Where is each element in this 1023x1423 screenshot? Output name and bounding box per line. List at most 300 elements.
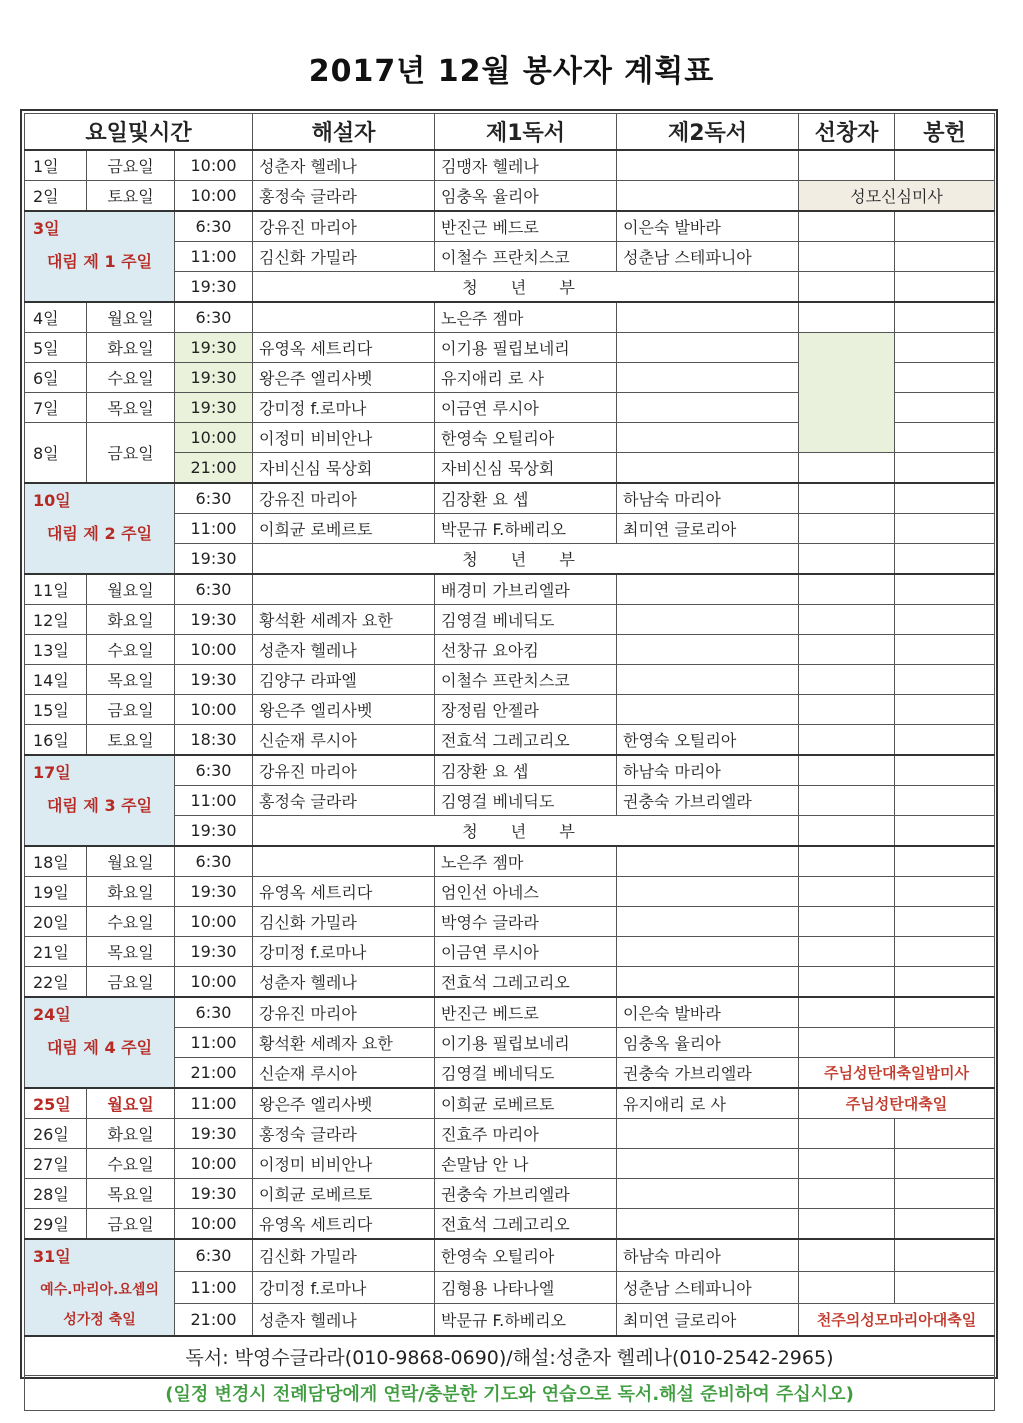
footer-notice-row <box>25 1376 995 1411</box>
christmas-day-note: 주님성탄대축일 <box>799 1088 995 1119</box>
cantor-cell <box>799 907 895 937</box>
table-row <box>25 483 995 514</box>
reading2-cell <box>617 363 799 393</box>
offertory-cell <box>895 544 995 575</box>
reading2-cell: 성춘남 스테파니아 <box>617 242 799 272</box>
sunday-date: 24일 <box>33 1005 71 1024</box>
reading1-cell: 이기용 필립보네리 <box>435 333 617 363</box>
table-row <box>25 1149 995 1179</box>
reading2-cell <box>617 846 799 877</box>
cantor-cell <box>799 1028 895 1058</box>
sunday-label <box>25 997 175 1088</box>
offertory-cell <box>895 967 995 998</box>
commentator-cell: 강유진 마리아 <box>253 211 435 242</box>
time-cell: 19:30 <box>175 333 253 363</box>
time-cell: 10:00 <box>175 635 253 665</box>
time-cell: 6:30 <box>175 302 253 333</box>
commentator-cell: 유영옥 세트리다 <box>253 1209 435 1240</box>
page-title: 2017년 12월 봉사자 계획표 <box>308 54 715 89</box>
reading2-cell <box>617 665 799 695</box>
table-row <box>25 997 995 1028</box>
cantor-cell <box>799 1119 895 1149</box>
reading1-cell: 반진근 베드로 <box>435 997 617 1028</box>
reading2-cell: 하남숙 마리아 <box>617 1239 799 1272</box>
reading2-cell <box>617 937 799 967</box>
time-cell: 6:30 <box>175 574 253 605</box>
reading2-cell <box>617 423 799 453</box>
table-row <box>25 574 995 605</box>
weekday-cell: 토요일 <box>87 181 175 212</box>
weekday-cell: 목요일 <box>87 393 175 423</box>
table-row <box>25 1179 995 1209</box>
reading1-cell: 전효석 그레고리오 <box>435 725 617 756</box>
table-row <box>25 1209 995 1240</box>
cantor-cell <box>799 1149 895 1179</box>
offertory-cell <box>895 605 995 635</box>
sunday-date: 31일 <box>33 1247 71 1266</box>
commentator-cell: 김신화 가밀라 <box>253 907 435 937</box>
time-cell: 6:30 <box>175 755 253 786</box>
reading2-cell: 성춘남 스테파니아 <box>617 1272 799 1304</box>
reading1-cell: 이기용 필립보네리 <box>435 1028 617 1058</box>
reading2-cell <box>617 1149 799 1179</box>
cantor-cell <box>799 272 895 303</box>
commentator-cell: 이정미 비비안나 <box>253 423 435 453</box>
reading2-cell <box>617 605 799 635</box>
time-cell: 11:00 <box>175 242 253 272</box>
reading1-cell: 한영숙 오틸리아 <box>435 423 617 453</box>
reading2-cell <box>617 695 799 725</box>
offertory-cell <box>895 333 995 363</box>
date-cell: 29일 <box>25 1209 87 1240</box>
reading2-cell <box>617 1209 799 1240</box>
date-cell: 20일 <box>25 907 87 937</box>
table-row <box>25 333 995 363</box>
cantor-cell <box>799 1179 895 1209</box>
commentator-cell: 강미정 f.로마나 <box>253 393 435 423</box>
reading2-cell: 이은숙 발바라 <box>617 211 799 242</box>
cantor-cell <box>799 574 895 605</box>
header-day-time: 요일및시간 <box>25 114 253 151</box>
weekday-cell: 수요일 <box>87 363 175 393</box>
cantor-cell <box>799 937 895 967</box>
offertory-cell <box>895 272 995 303</box>
date-cell: 8일 <box>25 423 87 484</box>
commentator-cell: 황석환 세례자 요한 <box>253 605 435 635</box>
time-cell: 6:30 <box>175 1239 253 1272</box>
footer-contact-row <box>25 1336 995 1376</box>
weekday-cell: 월요일 <box>87 846 175 877</box>
time-cell: 10:00 <box>175 1209 253 1240</box>
mother-of-god-feast-note: 천주의성모마리아대축일 <box>799 1303 995 1336</box>
time-cell: 11:00 <box>175 1028 253 1058</box>
weekday-cell: 월요일 <box>87 302 175 333</box>
date-cell: 16일 <box>25 725 87 756</box>
table-row <box>25 1239 995 1272</box>
date-cell: 13일 <box>25 635 87 665</box>
date-cell: 25일 <box>25 1088 87 1119</box>
reading1-cell: 김영걸 베네딕도 <box>435 786 617 816</box>
time-cell: 19:30 <box>175 363 253 393</box>
commentator-cell <box>253 846 435 877</box>
table-row <box>25 907 995 937</box>
time-cell: 19:30 <box>175 665 253 695</box>
weekday-cell: 수요일 <box>87 907 175 937</box>
commentator-cell: 홍정숙 글라라 <box>253 786 435 816</box>
commentator-cell: 강유진 마리아 <box>253 997 435 1028</box>
cantor-cell <box>799 967 895 998</box>
header-reading-1: 제1독서 <box>435 114 617 151</box>
reading2-cell <box>617 333 799 363</box>
time-cell: 6:30 <box>175 211 253 242</box>
offertory-cell <box>895 514 995 544</box>
offertory-cell <box>895 937 995 967</box>
reading1-cell: 박문규 F.하베리오 <box>435 1303 617 1336</box>
commentator-cell: 홍정숙 글라라 <box>253 181 435 212</box>
cantor-cell <box>799 211 895 242</box>
time-cell: 19:30 <box>175 605 253 635</box>
table-row <box>25 937 995 967</box>
offertory-cell <box>895 665 995 695</box>
reading2-cell <box>617 393 799 423</box>
offertory-cell <box>895 635 995 665</box>
commentator-cell: 성춘자 헬레나 <box>253 967 435 998</box>
reading2-cell: 하남숙 마리아 <box>617 483 799 514</box>
commentator-cell <box>253 302 435 333</box>
header-reading-2: 제2독서 <box>617 114 799 151</box>
time-cell: 21:00 <box>175 453 253 484</box>
offertory-cell <box>895 816 995 847</box>
weekday-cell: 토요일 <box>87 725 175 756</box>
cantor-cell <box>799 755 895 786</box>
table-row <box>25 150 995 181</box>
time-cell: 6:30 <box>175 997 253 1028</box>
reading1-cell: 임충옥 율리아 <box>435 181 617 212</box>
weekday-cell: 화요일 <box>87 605 175 635</box>
reading1-cell: 이희균 로베르토 <box>435 1088 617 1119</box>
commentator-cell: 왕은주 엘리사벳 <box>253 695 435 725</box>
weekday-cell: 목요일 <box>87 665 175 695</box>
time-cell: 19:30 <box>175 877 253 907</box>
date-cell: 2일 <box>25 181 87 212</box>
reading1-cell: 김영걸 베네딕도 <box>435 605 617 635</box>
weekday-cell: 금요일 <box>87 150 175 181</box>
reading2-cell <box>617 302 799 333</box>
commentator-cell: 김신화 가밀라 <box>253 242 435 272</box>
weekday-cell: 화요일 <box>87 333 175 363</box>
header-commentator: 해설자 <box>253 114 435 151</box>
reading1-cell: 노은주 젬마 <box>435 846 617 877</box>
sunday-date: 17일 <box>33 763 71 782</box>
sunday-date: 3일 <box>33 219 60 238</box>
time-cell: 11:00 <box>175 1088 253 1119</box>
time-cell: 19:30 <box>175 1119 253 1149</box>
sunday-title: 예수.마리아.요셉의 <box>40 1282 159 1298</box>
weekday-cell: 화요일 <box>87 1119 175 1149</box>
reading2-cell <box>617 967 799 998</box>
commentator-cell: 이희균 로베르토 <box>253 1179 435 1209</box>
offertory-cell <box>895 725 995 756</box>
date-cell: 21일 <box>25 937 87 967</box>
sunday-title: 대림 제 3 주일 <box>46 796 153 815</box>
commentator-cell: 자비신심 묵상회 <box>253 453 435 484</box>
offertory-cell <box>895 695 995 725</box>
reading1-cell: 이금연 루시아 <box>435 937 617 967</box>
reading1-cell: 반진근 베드로 <box>435 211 617 242</box>
reading1-cell: 권충숙 가브리엘라 <box>435 1179 617 1209</box>
offertory-cell <box>895 242 995 272</box>
reading2-cell: 한영숙 오틸리아 <box>617 725 799 756</box>
date-cell: 11일 <box>25 574 87 605</box>
youth-group-cell: 청 년 부 <box>253 272 799 303</box>
date-cell: 26일 <box>25 1119 87 1149</box>
cantor-cell <box>799 544 895 575</box>
time-cell: 11:00 <box>175 514 253 544</box>
commentator-cell: 강미정 f.로마나 <box>253 937 435 967</box>
cantor-cell <box>799 605 895 635</box>
sunday-title: 대림 제 4 주일 <box>46 1038 153 1057</box>
date-cell: 28일 <box>25 1179 87 1209</box>
reading1-cell: 한영숙 오틸리아 <box>435 1239 617 1272</box>
table-row <box>25 211 995 242</box>
date-cell: 5일 <box>25 333 87 363</box>
reading2-cell <box>617 635 799 665</box>
date-cell: 18일 <box>25 846 87 877</box>
time-cell: 19:30 <box>175 544 253 575</box>
cantor-cell <box>799 453 895 484</box>
commentator-cell: 강미정 f.로마나 <box>253 1272 435 1304</box>
offertory-cell <box>895 211 995 242</box>
reading1-cell: 전효석 그레고리오 <box>435 1209 617 1240</box>
date-cell: 7일 <box>25 393 87 423</box>
weekday-cell: 금요일 <box>87 967 175 998</box>
weekday-cell: 금요일 <box>87 423 175 484</box>
commentator-cell: 신순재 루시아 <box>253 1058 435 1089</box>
time-cell: 19:30 <box>175 272 253 303</box>
youth-group-cell: 청 년 부 <box>253 816 799 847</box>
reading2-cell <box>617 877 799 907</box>
date-cell: 4일 <box>25 302 87 333</box>
commentator-cell: 이정미 비비안나 <box>253 1149 435 1179</box>
time-cell: 10:00 <box>175 181 253 212</box>
sunday-label <box>25 483 175 574</box>
reading1-cell: 김맹자 헬레나 <box>435 150 617 181</box>
offertory-cell <box>895 1149 995 1179</box>
commentator-cell: 성춘자 헬레나 <box>253 150 435 181</box>
table-row <box>25 1088 995 1119</box>
reading2-cell: 임충옥 율리아 <box>617 1028 799 1058</box>
commentator-cell: 유영옥 세트리다 <box>253 333 435 363</box>
commentator-cell: 강유진 마리아 <box>253 755 435 786</box>
time-cell: 21:00 <box>175 1303 253 1336</box>
commentator-cell: 김신화 가밀라 <box>253 1239 435 1272</box>
table-row <box>25 755 995 786</box>
date-cell: 12일 <box>25 605 87 635</box>
sunday-title-2: 성가정 축일 <box>63 1312 136 1328</box>
time-cell: 21:00 <box>175 1058 253 1089</box>
sunday-title: 대림 제 2 주일 <box>46 524 153 543</box>
time-cell: 10:00 <box>175 150 253 181</box>
time-cell: 11:00 <box>175 786 253 816</box>
offertory-cell <box>895 150 995 181</box>
weekday-cell: 금요일 <box>87 695 175 725</box>
time-cell: 19:30 <box>175 393 253 423</box>
reading2-cell <box>617 1179 799 1209</box>
table-row <box>25 181 995 212</box>
volunteer-schedule-table <box>24 113 995 1411</box>
reading2-cell <box>617 907 799 937</box>
weekday-cell: 목요일 <box>87 1179 175 1209</box>
offertory-cell <box>895 302 995 333</box>
time-cell: 10:00 <box>175 967 253 998</box>
cantor-cell <box>799 997 895 1028</box>
reading2-cell: 권충숙 가브리엘라 <box>617 786 799 816</box>
reading1-cell: 김장환 요 셉 <box>435 755 617 786</box>
reading1-cell: 전효석 그레고리오 <box>435 967 617 998</box>
commentator-cell: 강유진 마리아 <box>253 483 435 514</box>
table-row <box>25 846 995 877</box>
reading2-cell: 하남숙 마리아 <box>617 755 799 786</box>
reading1-cell: 배경미 가브리엘라 <box>435 574 617 605</box>
cantor-cell <box>799 695 895 725</box>
commentator-cell: 성춘자 헬레나 <box>253 1303 435 1336</box>
offertory-cell <box>895 755 995 786</box>
reading1-cell: 김형용 나타나엘 <box>435 1272 617 1304</box>
time-cell: 10:00 <box>175 1149 253 1179</box>
cantor-cell <box>799 150 895 181</box>
commentator-cell: 이희균 로베르토 <box>253 514 435 544</box>
cantor-cell <box>799 302 895 333</box>
commentator-cell: 황석환 세례자 요한 <box>253 1028 435 1058</box>
weekday-cell: 화요일 <box>87 877 175 907</box>
offertory-cell <box>895 1272 995 1304</box>
offertory-cell <box>895 877 995 907</box>
time-cell: 19:30 <box>175 937 253 967</box>
commentator-cell: 유영옥 세트리다 <box>253 877 435 907</box>
cantor-cell <box>799 877 895 907</box>
reading1-cell: 선창규 요아킴 <box>435 635 617 665</box>
date-cell: 19일 <box>25 877 87 907</box>
youth-group-cell: 청 년 부 <box>253 544 799 575</box>
reading2-cell <box>617 150 799 181</box>
offertory-cell <box>895 483 995 514</box>
commentator-cell: 김양구 라파엘 <box>253 665 435 695</box>
reading1-cell: 장정림 안젤라 <box>435 695 617 725</box>
time-cell: 11:00 <box>175 1272 253 1304</box>
weekday-cell: 수요일 <box>87 635 175 665</box>
header-row <box>25 114 995 151</box>
reading1-cell: 박문규 F.하베리오 <box>435 514 617 544</box>
commentator-cell: 신순재 루시아 <box>253 725 435 756</box>
cantor-cell <box>799 483 895 514</box>
reading1-cell: 김영걸 베네딕도 <box>435 1058 617 1089</box>
cantor-cell <box>799 635 895 665</box>
commentator-cell: 홍정숙 글라라 <box>253 1119 435 1149</box>
reading1-cell: 손말남 안 나 <box>435 1149 617 1179</box>
table-row <box>25 302 995 333</box>
weekday-cell: 금요일 <box>87 1209 175 1240</box>
table-row <box>25 695 995 725</box>
reading1-cell: 진효주 마리아 <box>435 1119 617 1149</box>
date-cell: 1일 <box>25 150 87 181</box>
reading1-cell: 이철수 프란치스코 <box>435 665 617 695</box>
offertory-cell <box>895 393 995 423</box>
date-cell: 27일 <box>25 1149 87 1179</box>
time-cell: 6:30 <box>175 846 253 877</box>
time-cell: 19:30 <box>175 816 253 847</box>
contact-info: 독서: 박영수글라라(010-9868-0690)/해설:성춘자 헬레나(010-2542-2965) <box>25 1336 995 1376</box>
time-cell: 10:00 <box>175 907 253 937</box>
header-cantor: 선창자 <box>799 114 895 151</box>
offertory-cell <box>895 1209 995 1240</box>
sunday-label <box>25 211 175 302</box>
time-cell: 19:30 <box>175 1179 253 1209</box>
table-row <box>25 877 995 907</box>
time-cell: 6:30 <box>175 483 253 514</box>
offertory-cell <box>895 997 995 1028</box>
sunday-date: 10일 <box>33 491 71 510</box>
reading2-cell: 최미연 글로리아 <box>617 514 799 544</box>
offertory-cell <box>895 423 995 453</box>
cantor-cell <box>799 786 895 816</box>
cantor-cell <box>799 1239 895 1272</box>
offertory-cell <box>895 453 995 484</box>
cantor-cell <box>799 816 895 847</box>
reading2-cell <box>617 1119 799 1149</box>
time-cell: 10:00 <box>175 423 253 453</box>
weekday-cell: 월요일 <box>87 1088 175 1119</box>
time-cell: 18:30 <box>175 725 253 756</box>
reading1-cell: 노은주 젬마 <box>435 302 617 333</box>
date-cell: 22일 <box>25 967 87 998</box>
cantor-cell <box>799 665 895 695</box>
reading1-cell: 엄인선 아네스 <box>435 877 617 907</box>
reading1-cell: 자비신심 묵상회 <box>435 453 617 484</box>
weekday-cell: 목요일 <box>87 937 175 967</box>
offertory-cell <box>895 1239 995 1272</box>
sunday-label <box>25 1239 175 1336</box>
reading2-cell: 최미연 글로리아 <box>617 1303 799 1336</box>
sunday-label <box>25 755 175 846</box>
offertory-cell <box>895 1179 995 1209</box>
date-cell: 15일 <box>25 695 87 725</box>
reading2-cell <box>617 181 799 212</box>
header-offertory: 봉헌 <box>895 114 995 151</box>
date-cell: 6일 <box>25 363 87 393</box>
cantor-cell <box>799 846 895 877</box>
table-row <box>25 725 995 756</box>
notice-text: (일정 변경시 전례담당에게 연락/충분한 기도와 연습으로 독서.해설 준비하여 주십시오) <box>25 1376 995 1411</box>
table-row <box>25 665 995 695</box>
special-mass-note: 성모신심미사 <box>799 181 995 212</box>
cantor-cell <box>799 242 895 272</box>
offertory-cell <box>895 786 995 816</box>
date-cell: 14일 <box>25 665 87 695</box>
table-row <box>25 1119 995 1149</box>
table-row <box>25 967 995 998</box>
reading2-cell: 이은숙 발바라 <box>617 997 799 1028</box>
reading1-cell: 이금연 루시아 <box>435 393 617 423</box>
weekday-cell: 수요일 <box>87 1149 175 1179</box>
offertory-cell <box>895 907 995 937</box>
reading2-cell: 유지애리 로 사 <box>617 1088 799 1119</box>
commentator-cell: 왕은주 엘리사벳 <box>253 363 435 393</box>
table-row <box>25 605 995 635</box>
cantor-cell <box>799 514 895 544</box>
table-row <box>25 635 995 665</box>
reading2-cell <box>617 453 799 484</box>
mercy-devotion-note <box>799 333 895 453</box>
